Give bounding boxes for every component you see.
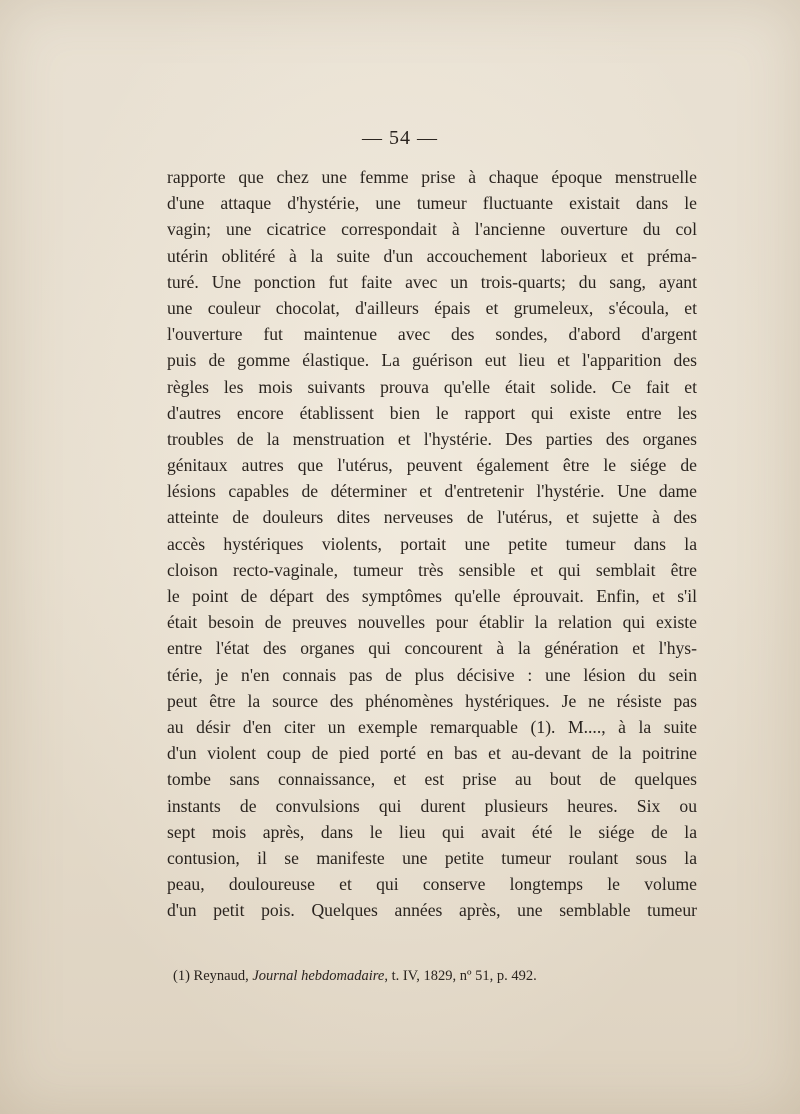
text-line: l'ouverture fut maintenue avec des sondes, d'abord d'argent bbox=[167, 324, 697, 345]
text-line: d'une attaque d'hystérie, une tumeur fluctuante existait dans le bbox=[167, 193, 697, 214]
page-number: — 54 — bbox=[362, 127, 438, 149]
text-line: atteinte de douleurs dites nerveuses de l'utérus, et sujette à des bbox=[167, 507, 697, 528]
body-text bbox=[167, 164, 697, 923]
footnote-rest: , t. IV, 1829, nº 51, p. 492. bbox=[384, 968, 537, 984]
text-line: cloison recto-vaginale, tumeur très sensible et qui semblait être bbox=[167, 559, 697, 580]
text-line: instants de convulsions qui durent plusieurs heures. Six ou bbox=[167, 795, 697, 816]
text-line: était besoin de preuves nouvelles pour établir la relation qui existe bbox=[167, 612, 697, 633]
text-line: le point de départ des symptômes qu'elle éprouvait. Enfin, et s'il bbox=[167, 586, 697, 606]
text-line: utérin oblitéré à la suite d'un accouchement laborieux et préma- bbox=[167, 245, 697, 266]
footnote-author: Reynaud, bbox=[193, 968, 253, 984]
text-line: règles les mois suivants prouva qu'elle était solide. Ce fait et bbox=[167, 376, 697, 397]
text-line: rapporte que chez une femme prise à chaque époque menstruelle bbox=[167, 167, 697, 187]
text-line: sept mois après, dans le lieu qui avait été le siége de la bbox=[167, 821, 697, 842]
text-line: d'un petit pois. Quelques années après, une semblable tumeur bbox=[167, 900, 697, 921]
text-line: accès hystériques violents, portait une petite tumeur dans la bbox=[167, 533, 697, 554]
text-line: peut être la source des phénomènes hystériques. Je ne résiste pas bbox=[167, 690, 697, 711]
text-line: lésions capables de déterminer et d'entretenir l'hystérie. Une dame bbox=[167, 481, 697, 502]
text-line: turé. Une ponction fut faite avec un trois-quarts; du sang, ayant bbox=[167, 271, 697, 292]
footnote-journal: Journal hebdomadaire bbox=[252, 968, 385, 984]
text-line: d'un violent coup de pied porté en bas et au-devant de la poitrine bbox=[167, 743, 697, 764]
text-line: une couleur chocolat, d'ailleurs épais et grumeleux, s'écoula, et bbox=[167, 297, 697, 318]
text-line: puis de gomme élastique. La guérison eut lieu et l'apparition des bbox=[167, 350, 697, 371]
text-line: peau, douloureuse et qui conserve longtemps le volume bbox=[167, 874, 697, 895]
footnote bbox=[173, 968, 703, 985]
text-line: d'autres encore établissent bien le rapport qui existe entre les bbox=[167, 402, 697, 423]
text-line: térie, je n'en connais pas de plus décisive : une lésion du sein bbox=[167, 664, 697, 685]
footnote-marker: (1) bbox=[173, 968, 194, 984]
text-line: entre l'état des organes qui concourent à la génération et l'hys- bbox=[167, 638, 697, 659]
text-line: vagin; une cicatrice correspondait à l'ancienne ouverture du col bbox=[167, 219, 697, 240]
text-line: troubles de la menstruation et l'hystérie. Des parties des organes bbox=[167, 428, 697, 449]
text-line: au désir d'en citer un exemple remarquable (1). M...., à la suite bbox=[167, 716, 697, 737]
text-line: contusion, il se manifeste une petite tumeur roulant sous la bbox=[167, 847, 697, 868]
text-line: génitaux autres que l'utérus, peuvent également être le siége de bbox=[167, 455, 697, 476]
text-line: tombe sans connaissance, et est prise au bout de quelques bbox=[167, 769, 697, 790]
